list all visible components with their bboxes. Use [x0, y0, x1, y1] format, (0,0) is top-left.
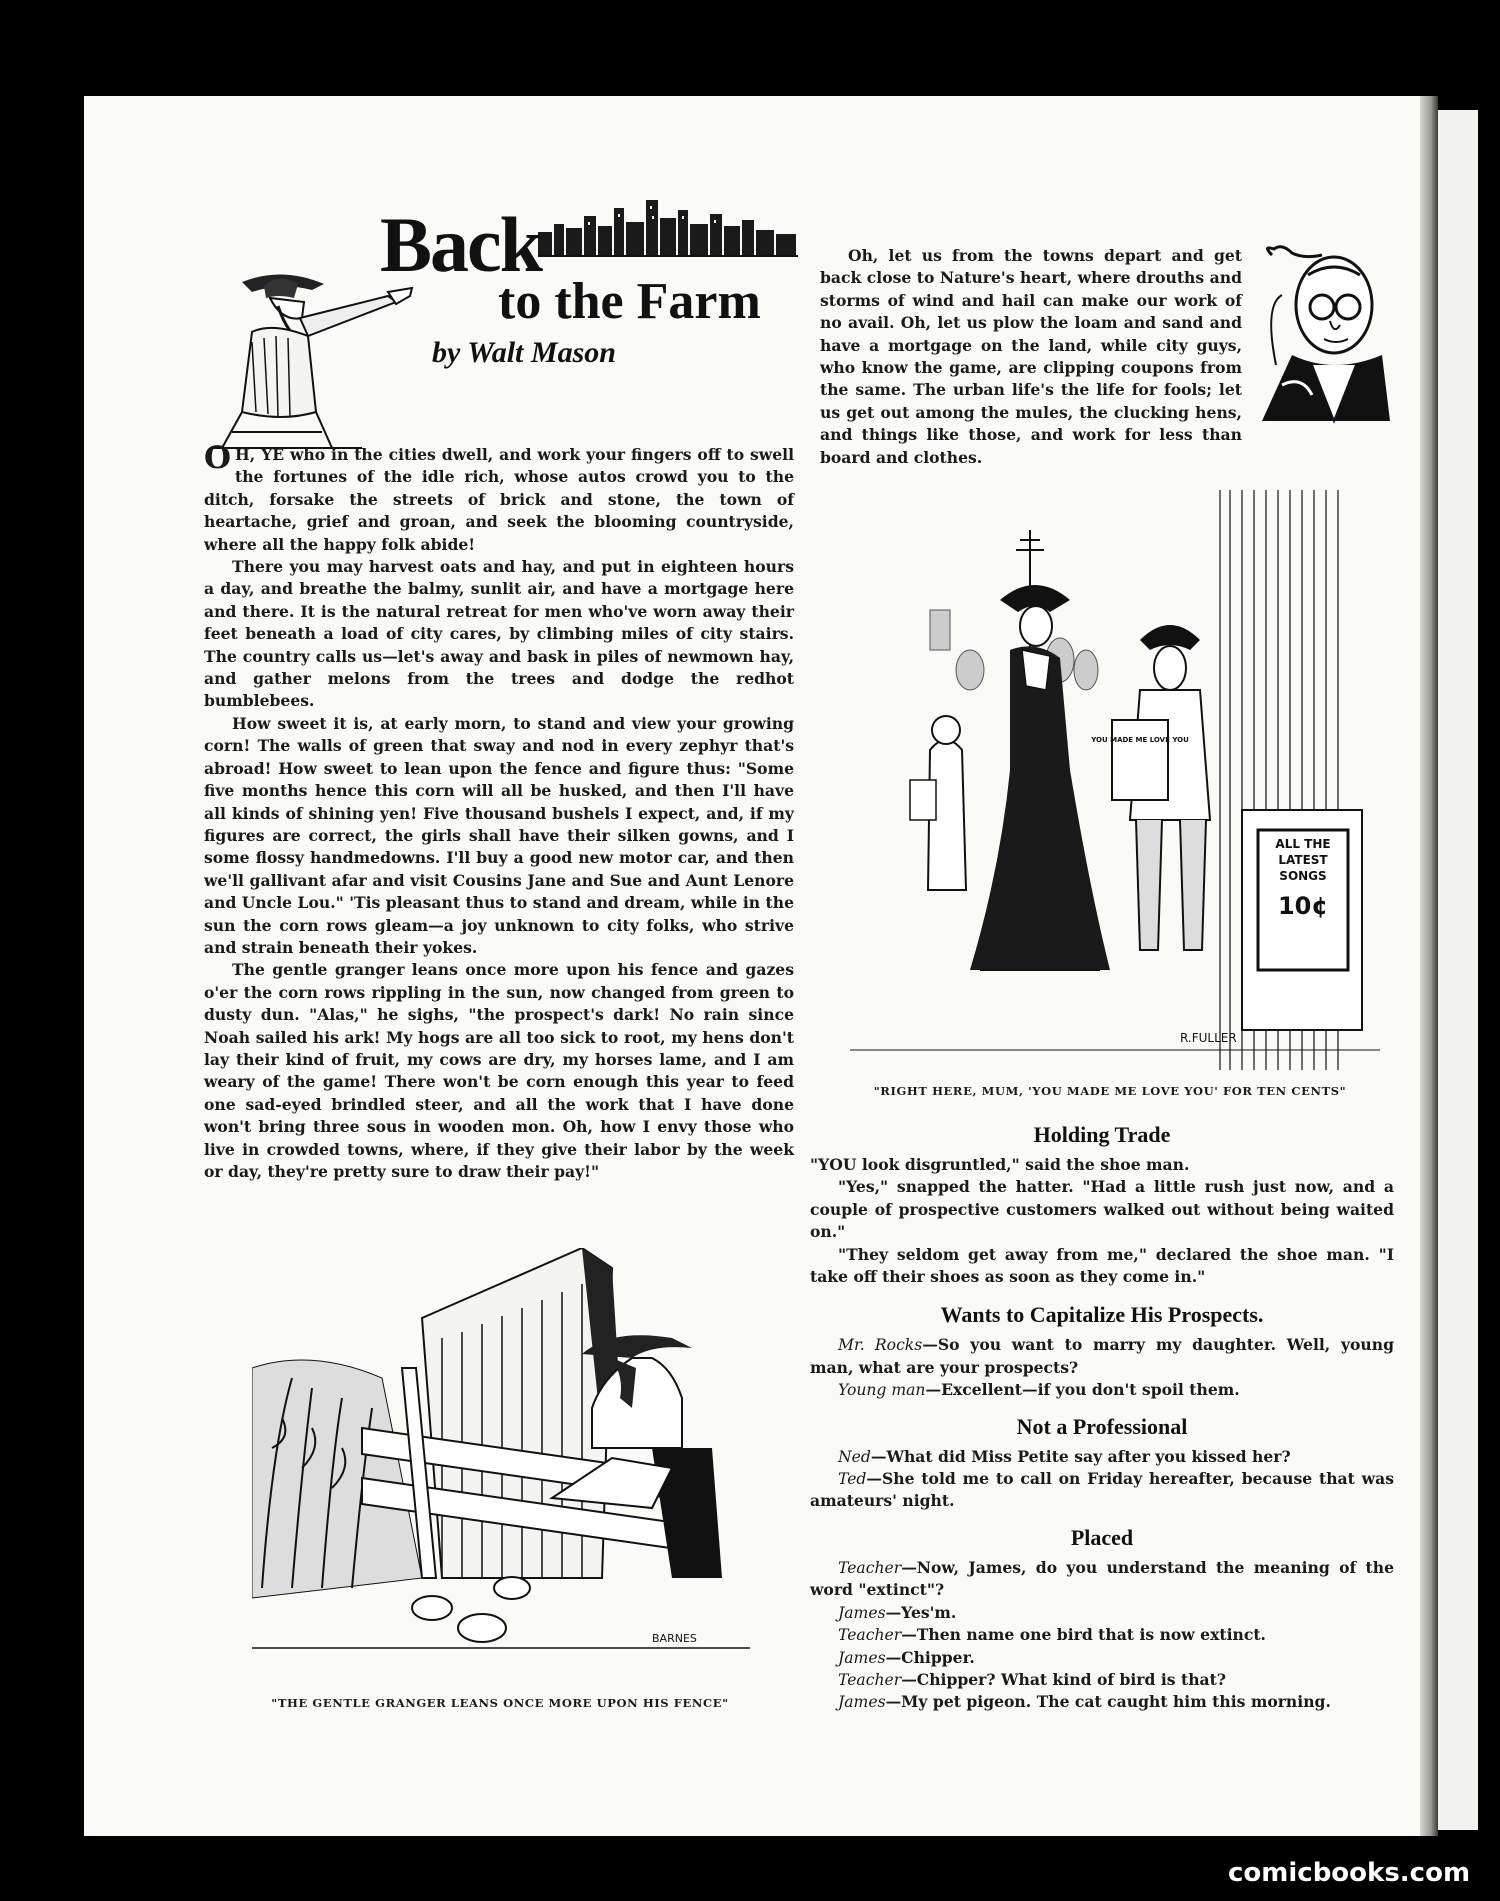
sign-line-1: ALL THE [1275, 837, 1331, 851]
article-title: Back [380, 201, 542, 288]
page-gutter [1420, 96, 1438, 1836]
farmer-at-fence-illustration [252, 1248, 750, 1666]
joke-body [810, 1154, 1394, 1288]
joke-line: James—Chipper. [838, 1647, 975, 1667]
joke-heading: Holding Trade [1033, 1122, 1171, 1147]
joke-line: James—My pet pigeon. The cat caught him this morning. [838, 1692, 1331, 1712]
article-paragraph-1: H, YE who in the cities dwell, and work your fingers off to swell the fortunes of the idle rich, whose autos crowd you to the ditch, forsake the streets of brick and stone, the town of heartache, grief and groan, and seek the blooming countryside, where all the happy folk abide! [204, 445, 794, 554]
street-illustration-caption: "RIGHT HERE, MUM, 'YOU MADE ME LOVE YOU' FOR TEN CENTS" [873, 1084, 1347, 1098]
article-paragraph-2: There you may harvest oats and hay, and put in eighteen hours a day, and breathe the balmy, sunlit air, and have a mortgage here and there. It is the natural retreat for men who've worn away their feet beneath a load of city cares, by climbing miles of city stairs. The country calls us—let's away and bask in piles of newmown hay, and gather melons from the trees and dodge the redhot bumblebees. [204, 557, 794, 711]
farmer-pointing-illustration [212, 262, 422, 452]
joke-line: Ted—She told me to call on Friday hereafter, because that was amateurs' night. [810, 1469, 1394, 1511]
sign-line-2: LATEST [1278, 853, 1328, 867]
joke-line: "Yes," snapped the hatter. "Had a little rush just now, and a couple of prospective customers walked out without being waited on." [810, 1177, 1394, 1242]
street-illustration-signature: R.FULLER [1180, 1031, 1237, 1045]
article-title-subline: to the Farm [498, 273, 761, 330]
article-byline: by Walt Mason [432, 336, 616, 369]
joke-heading: Not a Professional [1016, 1413, 1188, 1439]
joke-line: Teacher—Now, James, do you understand the meaning of the word "extinct"? [810, 1557, 1394, 1600]
sign-line-3: SONGS [1279, 869, 1327, 883]
site-watermark: comicbooks.com [1228, 1858, 1471, 1888]
joke-line: Young man—Excellent—if you don't spoil them. [838, 1380, 1240, 1400]
joke-line: Teacher—Chipper? What kind of bird is that? [838, 1669, 1226, 1689]
farm-illustration-caption: "THE GENTLE GRANGER LEANS ONCE MORE UPON HIS FENCE" [271, 1696, 729, 1710]
joke-line: Mr. Rocks—So you want to marry my daughter. Well, young man, what are your prospects? [810, 1335, 1395, 1377]
author-caricature [1252, 245, 1392, 430]
farm-illustration-signature: BARNES [652, 1632, 697, 1645]
joke-line: "They seldom get away from me," declared the shoe man. "I take off their shoes as soon as they come in." [810, 1244, 1394, 1287]
joke-line: Ned—What did Miss Petite say after you kissed her? [838, 1446, 1291, 1466]
joke-line: James—Yes'm. [838, 1602, 957, 1622]
joke-body [810, 1446, 1394, 1513]
street-scene-illustration [850, 490, 1380, 1070]
article-body-left [204, 440, 794, 1183]
joke-line: "YOU look disgruntled," said the shoe man. [810, 1155, 1190, 1174]
joke-body [810, 1334, 1394, 1401]
article-paragraph-3: How sweet it is, at early morn, to stand and view your growing corn! The walls of green that sway and nod in every zephyr that's abroad! How sweet to lean upon the fence and figure thus: "Some five months hence this corn will all be husked, and then I'll have all kinds of shining yen! Five thousand bushels I expect, and, if my figures are correct, the girls shall have their silken gowns, and I some flossy handmedowns. I'll buy a good new motor car, and then we'll gallivant afar and visit Cousins Jane and Sue and Aunt Lenore and Uncle Lou." 'Tis pleasant thus to stand and dream, while in the sun the corn rows gleam—a joy unknown to city folks, who strive and strain beneath their yokes. [204, 713, 794, 957]
joke-heading: Wants to Capitalize His Prospects. [940, 1302, 1264, 1328]
joke-line: Teacher—Then name one bird that is now extinct. [838, 1625, 1266, 1645]
drop-cap: O [204, 440, 232, 476]
sheet-music-title: YOU MADE ME LOVE YOU [1091, 736, 1189, 744]
article-body-continuation: Oh, let us from the towns depart and get back close to Nature's heart, where drouths and storms of wind and hail can make our work of no avail. Oh, let us plow the loam and sand and have a mortgage on the land, while city guys, who know the game, are clipping coupons from the same. The urban life's the life for fools; let us get out among the mules, the clucking hens, and things like those, and work for less than board and clothes. [820, 246, 1242, 467]
joke-body [810, 1557, 1394, 1714]
article-paragraph-4: The gentle granger leans once more upon his fence and gazes o'er the corn rows rippling in the sun, now changed from green to dusty dun. "Alas," he sighs, "the prospect's dark! No rain since Noah sailed his ark! My hogs are all too sick to root, my hens don't lay their kind of fruit, my cows are dry, my horses lame, and I am weary of the game! There won't be corn enough this year to feed one sad-eyed brindled steer, and all the work that I have done won't bring three sous in wooden mon. Oh, how I envy those who live in crowded towns, where, if they give their labor by the week or day, they're pretty sure to draw their pay!" [204, 960, 794, 1181]
joke-heading: Placed [1070, 1524, 1134, 1550]
jokes-column [810, 1122, 1394, 1714]
city-skyline-illustration [538, 196, 798, 258]
sign-price: 10¢ [1277, 892, 1329, 920]
next-page-edge [1438, 110, 1478, 1830]
